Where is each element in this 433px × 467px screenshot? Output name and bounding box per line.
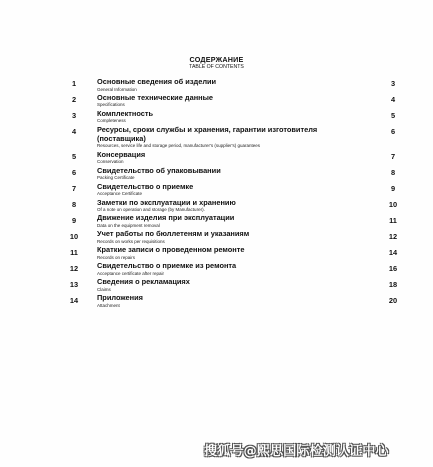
toc-number: 3 [71, 111, 77, 120]
toc-page-number: 16 [388, 264, 398, 273]
toc-page-number: 7 [390, 152, 396, 161]
toc-subtitle: Acceptance Certificate [97, 191, 143, 196]
toc-page-number: 6 [390, 127, 396, 136]
toc-subtitle: Conservation [97, 159, 124, 164]
toc-subtitle: Claims [97, 287, 111, 292]
toc-number: 12 [69, 264, 79, 273]
toc-subtitle: Packing Certificate [97, 175, 135, 180]
toc-page-number: 9 [390, 184, 396, 193]
toc-title: Свидетельство об упаковывании [97, 166, 221, 175]
toc-subtitle: Of a note on operation and storage (by Manufacturer). [97, 207, 205, 212]
toc-subtitle: Records on repairs [97, 255, 136, 260]
toc-title: Краткие записи о проведенном ремонте [97, 245, 245, 254]
toc-number: 2 [71, 95, 77, 104]
toc-number: 9 [71, 216, 77, 225]
toc-subtitle: Data on the equipment removal [97, 223, 160, 228]
toc-number: 8 [71, 200, 77, 209]
toc-number: 1 [71, 79, 77, 88]
toc-title: Свидетельство о приемке из ремонта [97, 261, 237, 270]
toc-page-number: 11 [389, 216, 397, 225]
toc-number: 6 [71, 168, 77, 177]
toc-title: Ресурсы, сроки службы и хранения, гарантии изготовителя (поставщика) [97, 125, 318, 143]
toc-page-number: 10 [388, 200, 398, 209]
page-title: СОДЕРЖАНИЕ [189, 55, 244, 64]
toc-page-number: 18 [388, 280, 398, 289]
toc-title: Заметки по эксплуатации и хранению [97, 198, 236, 207]
toc-title: Приложения [97, 293, 143, 302]
toc-subtitle: Specifications [97, 102, 125, 107]
page-subtitle: TABLE OF CONTENTS [189, 64, 244, 70]
toc-number: 7 [71, 184, 77, 193]
toc-title: Основные технические данные [97, 93, 214, 102]
toc-title: Консервация [97, 150, 146, 159]
toc-number: 14 [69, 296, 79, 305]
toc-number: 10 [69, 232, 79, 241]
toc-number: 13 [69, 280, 79, 289]
toc-title: Комплектность [97, 109, 154, 118]
toc-title: Основные сведения об изделии [97, 77, 217, 86]
toc-page-number: 5 [390, 111, 396, 120]
toc-subtitle: Completeness [97, 118, 126, 123]
toc-subtitle: Attachment [97, 303, 120, 308]
toc-subtitle: Acceptance certificate after repair [97, 271, 165, 276]
toc-page-number: 8 [390, 168, 396, 177]
toc-page-number: 20 [388, 296, 398, 305]
toc-number: 5 [71, 152, 77, 161]
toc-page-number: 3 [390, 79, 396, 88]
toc-page-number: 14 [388, 248, 398, 257]
toc-title: Сведения о рекламациях [97, 277, 190, 286]
toc-subtitle: Resources, service life and storage period, manufacturer's (supplier's) guarantees [97, 143, 261, 148]
toc-subtitle: General Information [97, 87, 137, 92]
toc-title: Движение изделия при эксплуатации [97, 213, 235, 222]
toc-title: Учет работы по бюллетеням и указаниям [97, 229, 250, 238]
watermark-text: 搜狐号@熙思国际检测认证中心 [204, 444, 389, 459]
toc-title: Свидетельство о приемке [97, 182, 194, 191]
toc-subtitle: Records on works per requisitions [97, 239, 165, 244]
toc-number: 11 [70, 248, 78, 257]
toc-page-number: 12 [388, 232, 398, 241]
toc-page-number: 4 [390, 95, 396, 104]
toc-number: 4 [71, 127, 77, 136]
